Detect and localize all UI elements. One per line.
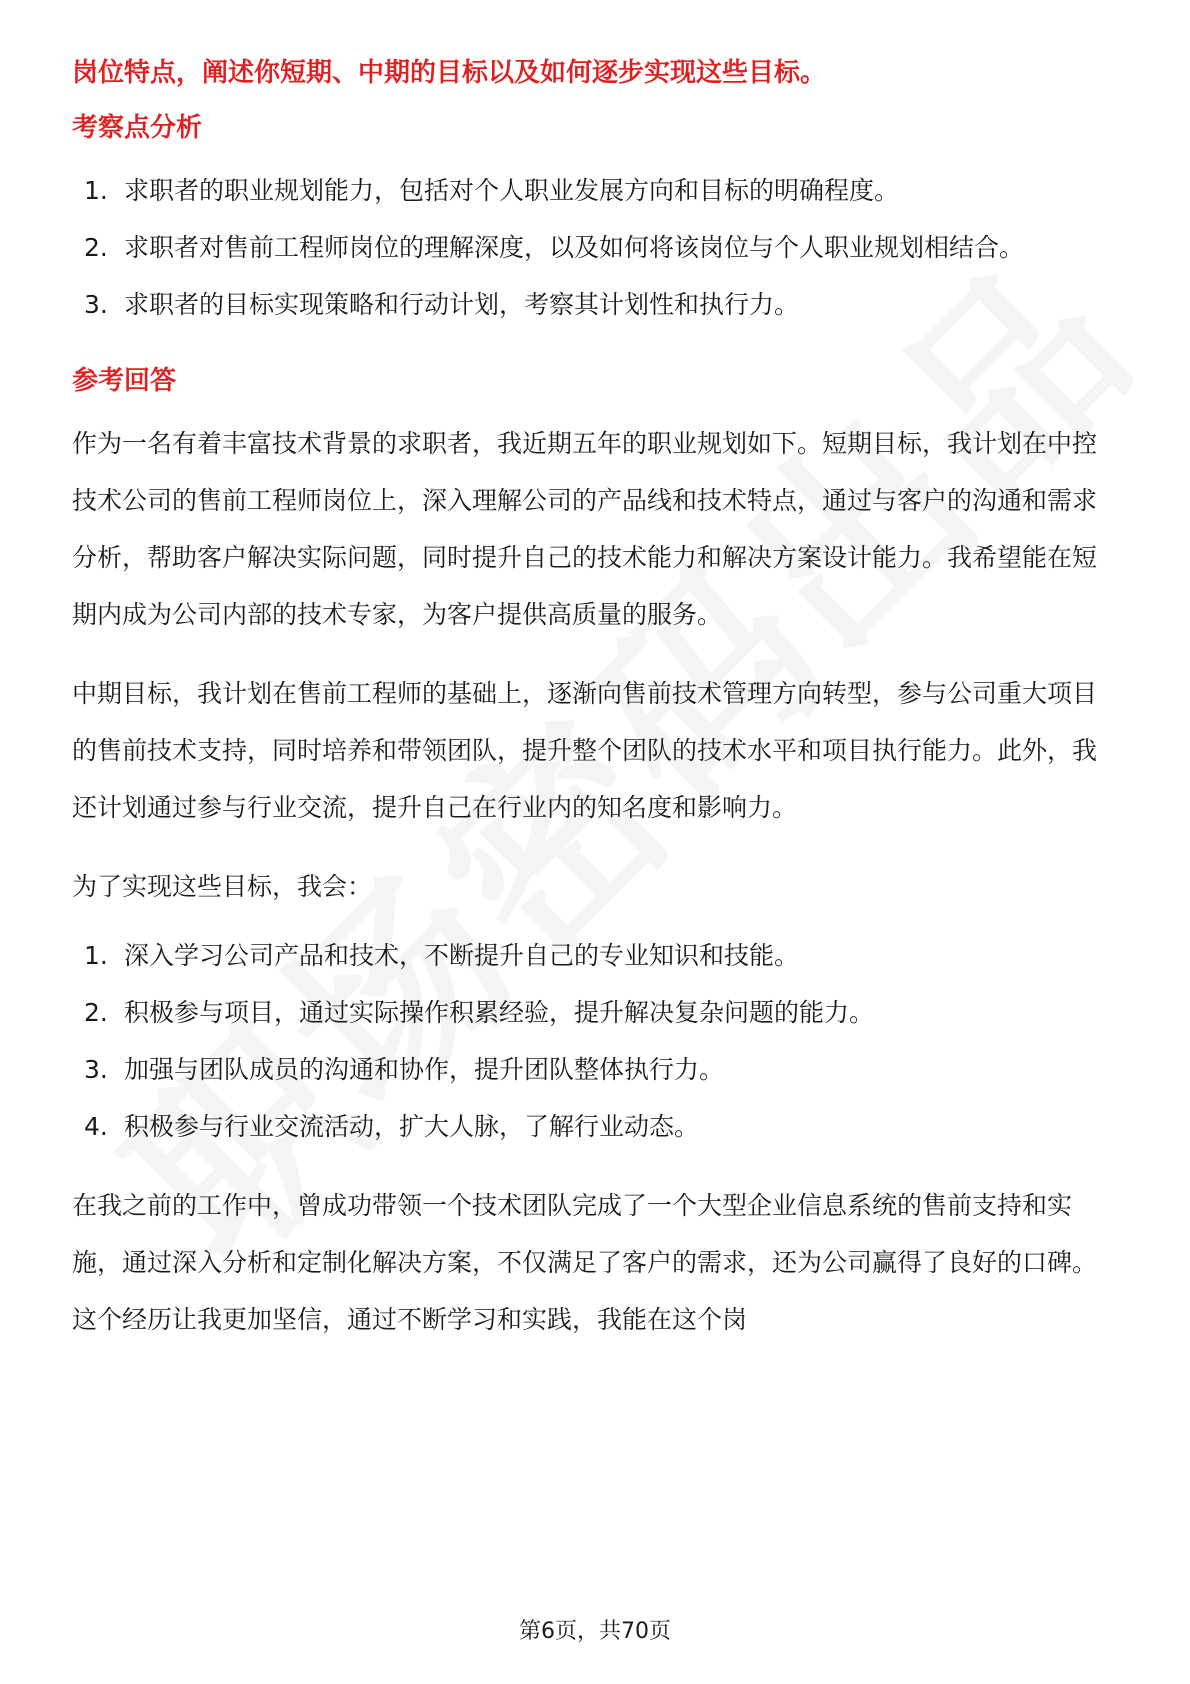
list-text: 积极参与项目，通过实际操作积累经验，提升解决复杂问题的能力。 — [124, 998, 875, 1027]
intro-line: 岗位特点，阐述你短期、中期的目标以及如何逐步实现这些目标。 — [72, 58, 827, 88]
list-item — [72, 162, 1112, 219]
page-content — [72, 44, 1112, 1348]
list-text: 求职者的目标实现策略和行动计划，考察其计划性和执行力。 — [124, 290, 800, 319]
answer-heading: 参考回答 — [72, 366, 177, 396]
list-number: 3. — [84, 1055, 108, 1084]
list-item — [72, 1098, 1112, 1155]
list-text: 深入学习公司产品和技术，不断提升自己的专业知识和技能。 — [124, 941, 800, 970]
page-number: 第6页，共70页 — [519, 1619, 671, 1644]
list-item — [72, 276, 1112, 333]
list-item — [72, 984, 1112, 1041]
answer-paragraph-3: 为了实现这些目标，我会： — [72, 872, 373, 901]
analysis-heading: 考察点分析 — [72, 113, 203, 143]
list-text: 求职者对售前工程师岗位的理解深度，以及如何将该岗位与个人职业规划相结合。 — [124, 233, 1025, 262]
list-text: 加强与团队成员的沟通和协作，提升团队整体执行力。 — [124, 1055, 725, 1084]
list-number: 4. — [84, 1112, 108, 1141]
list-text: 积极参与行业交流活动，扩大人脉，了解行业动态。 — [124, 1112, 700, 1141]
steps-list — [72, 927, 1112, 1155]
list-number: 3. — [84, 290, 108, 319]
list-number: 1. — [84, 176, 108, 205]
analysis-list — [72, 162, 1112, 333]
list-item — [72, 1041, 1112, 1098]
answer-paragraph-2: 中期目标，我计划在售前工程师的基础上，逐渐向售前技术管理方向转型，参与公司重大项目的售前技术支持，同时培养和带领团队，提升整个团队的技术水平和项目执行能力。此外，我还计划通过参与行业交流，提升自己在行业内的知名度和影响力。 — [72, 679, 1098, 822]
list-number: 2. — [84, 233, 108, 262]
list-item — [72, 219, 1112, 276]
list-number: 2. — [84, 998, 108, 1027]
answer-paragraph-1: 作为一名有着丰富技术背景的求职者，我近期五年的职业规划如下。短期目标，我计划在中控技术公司的售前工程师岗位上，深入理解公司的产品线和技术特点，通过与客户的沟通和需求分析，帮助客户解决实际问题，同时提升自己的技术能力和解决方案设计能力。我希望能在短期内成为公司内部的技术专家，为客户提供高质量的服务。 — [72, 429, 1098, 629]
list-text: 求职者的职业规划能力，包括对个人职业发展方向和目标的明确程度。 — [124, 176, 900, 205]
list-item — [72, 927, 1112, 984]
list-number: 1. — [84, 941, 108, 970]
answer-paragraph-4: 在我之前的工作中，曾成功带领一个技术团队完成了一个大型企业信息系统的售前支持和实施，通过深入分析和定制化解决方案，不仅满足了客户的需求，还为公司赢得了良好的口碑。这个经历让我更加坚信，通过不断学习和实践，我能在这个岗 — [72, 1191, 1098, 1334]
